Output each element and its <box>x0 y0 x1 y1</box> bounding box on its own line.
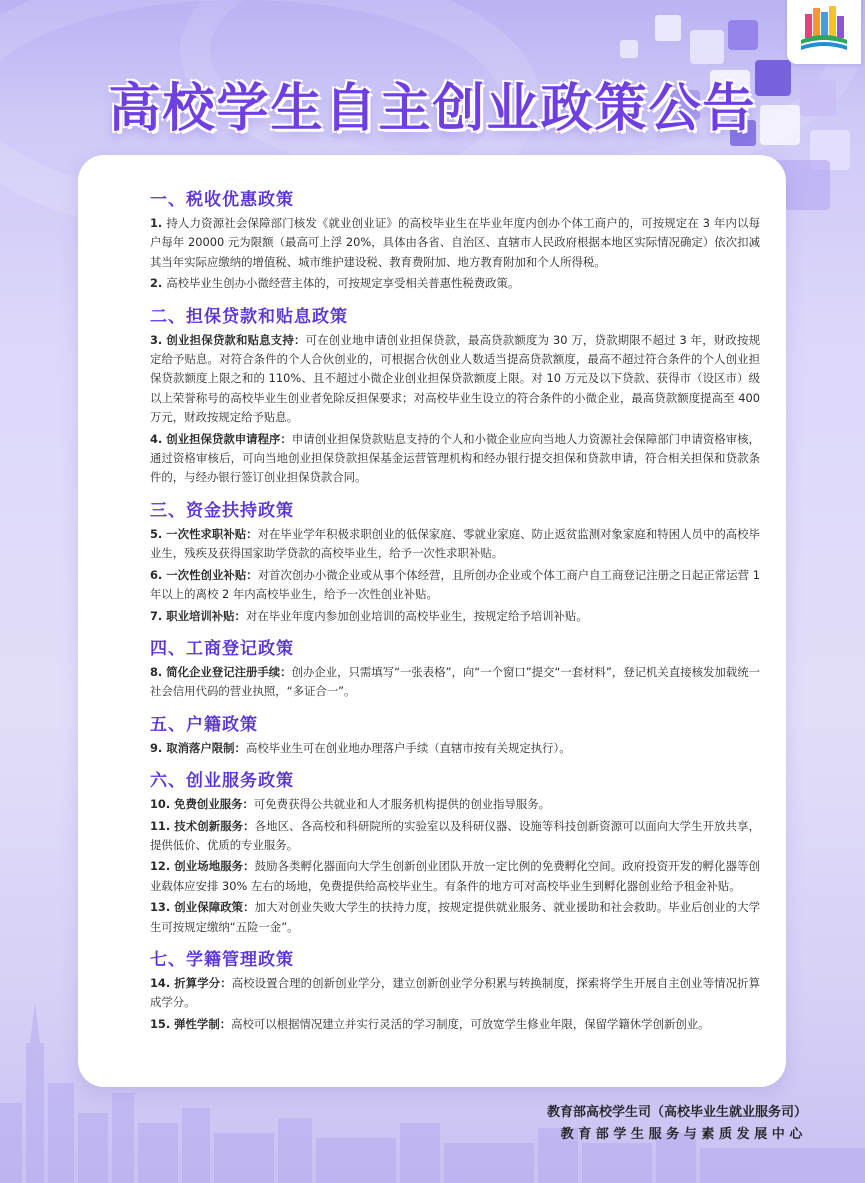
page-title: 高校学生自主创业政策公告 <box>108 79 757 139</box>
policy-item-text: 高校毕业生可在创业地办理落户手续（直辖市按有关规定执行）。 <box>245 740 571 755</box>
policy-item-head: 7. 职业培训补贴： <box>150 608 246 623</box>
policy-item-head: 8. 简化企业登记注册手续： <box>150 664 292 679</box>
policy-item-text: 持人力资源社会保障部门核发《就业创业证》的高校毕业生在毕业年度内创办个体工商户的，可按规定在 3 年内以每户每年 20000 元为限额（最高可上浮 20%，具体由各省、自治区、直辖市人民政府根据本地区实际情况确定）依次扣减其当年实际应缴纳的增值税、城市维护建设税、教育费附加、地方教育附加和个人所得税。 <box>150 216 760 269</box>
logo-box <box>787 0 861 64</box>
section-title: 七、学籍管理政策 <box>150 949 294 970</box>
policy-item-text: 对在毕业学年积极求职创业的低保家庭、零就业家庭、防止返贫监测对象家庭和特困人员中的高校毕业生，残疾及获得国家助学贷款的高校毕业生，给予一次性求职补贴。 <box>150 526 760 561</box>
policy-item-head: 4. 创业担保贷款申请程序： <box>150 431 292 446</box>
policy-item-text: 申请创业担保贷款贴息支持的个人和小微企业应向当地人力资源社会保障部门申请资格审核，通过资格审核后，可向当地创业担保贷款担保基金运营管理机构和经办银行提交担保和贷款申请，符合相关担保和贷款条件的，与经办银行签订创业担保贷款合同。 <box>150 431 760 485</box>
policy-item-head: 5. 一次性求职补贴： <box>150 526 258 541</box>
policy-item-head: 9. 取消落户限制： <box>150 740 246 755</box>
policy-item <box>150 214 760 272</box>
policy-item-text: 各地区、各高校和科研院所的实验室以及科研仪器、设施等科技创新资源可以面向大学生开放共享，提供低价、优质的专业服务。 <box>150 818 760 852</box>
policy-item-head: 10. 免费创业服务： <box>150 797 254 812</box>
section-title: 三、资金扶持政策 <box>150 500 294 521</box>
policy-item-text: 对首次创办小微企业或从事个体经营，且所创办企业或个体工商户自工商登记注册之日起正常运营 1 年以上的离校 2 年内高校毕业生，给予一次性创业补贴。 <box>150 567 760 602</box>
section-title: 四、工商登记政策 <box>150 638 294 659</box>
policy-item <box>150 739 760 758</box>
section-title: 六、创业服务政策 <box>150 771 294 792</box>
city-logo-icon <box>787 0 861 64</box>
city-skyline-decoration <box>0 983 865 1183</box>
policy-item-text: 高校设置合理的创新创业学分，建立创新创业学分积累与转换制度，探索将学生开展自主创业等情况折算成学分。 <box>150 975 760 1010</box>
policy-item-head: 1. <box>150 216 167 230</box>
notice-card <box>78 155 786 1087</box>
policy-item <box>150 274 760 293</box>
policy-item <box>150 607 760 626</box>
issuer-line: 教育部高校学生司（高校毕业生就业服务司） <box>546 1105 807 1120</box>
policy-item-head: 6. 一次性创业补贴： <box>150 567 258 582</box>
policy-item-text: 高校可以根据情况建立并实行灵活的学习制度，可放宽学生修业年限，保留学籍休学创新创业。 <box>231 1016 710 1031</box>
policy-item-text: 对在毕业年度内参加创业培训的高校毕业生，按规定给予培训补贴。 <box>245 608 588 623</box>
policy-item <box>150 430 760 488</box>
notice-content <box>150 177 760 1036</box>
policy-item-text: 鼓励各类孵化器面向大学生创新创业团队开放一定比例的免费孵化空间。政府投资开发的孵化器等创业载体应安排 30% 左右的场地，免费提供给高校毕业生。有条件的地方可对高校毕业生到孵化器创业给予租金补贴。 <box>150 859 760 893</box>
policy-item-head: 12. 创业场地服务： <box>150 859 255 874</box>
policy-item-text: 可免费获得公共就业和人才服务机构提供的创业指导服务。 <box>253 797 551 812</box>
policy-item-head: 14. 折算学分： <box>150 975 232 990</box>
section-title: 二、担保贷款和贴息政策 <box>150 306 348 327</box>
policy-item <box>150 525 760 564</box>
policy-item-text: 可在创业地申请创业担保贷款，最高贷款额度为 30 万，贷款期限不超过 3 年，财政按规定给予贴息。对符合条件的个人合伙创业的，可根据合伙创业人数适当提高贷款额度，最高不超过符合条件的个人创业担保贷款额度上限之和的 110%、且不超过小微企业创业担保贷款额度上限。对 10 万元及以下贷款、获得市（设区市）级以上荣誉称号的高校毕业生创业者免除反担保要求；对高校毕业生设立的符合条件的小微企业，最高贷款额度提高至 400 万元，财政按规定给予贴息。 <box>150 332 760 425</box>
section-title: 五、户籍政策 <box>150 714 258 735</box>
section-title: 一、税收优惠政策 <box>150 190 294 210</box>
policy-item <box>150 331 760 428</box>
policy-item-head: 11. 技术创新服务： <box>150 818 255 833</box>
issuer-line: 教育部学生服务与素质发展中心 <box>560 1127 807 1142</box>
policy-item-head: 3. 创业担保贷款和贴息支持： <box>150 332 306 347</box>
policy-item-head: 13. 创业保障政策： <box>150 900 255 915</box>
policy-item <box>150 857 760 896</box>
policy-item <box>150 663 760 702</box>
policy-item <box>150 566 760 605</box>
policy-item <box>150 817 760 856</box>
policy-item-head: 15. 弹性学制： <box>150 1016 232 1031</box>
policy-item <box>150 795 760 814</box>
policy-item-text: 加大对创业失败大学生的扶持力度，按规定提供就业服务、就业援助和社会救助。毕业后创业的大学生可按规定缴纳“五险一金”。 <box>150 900 760 934</box>
issuer-footer <box>547 1102 807 1146</box>
policy-item-text: 高校毕业生创办小微经营主体的，可按规定享受相关普惠性税费政策。 <box>166 276 520 291</box>
policy-item <box>150 898 760 937</box>
policy-item-text: 创办企业，只需填写“一张表格”，向“一个窗口”提交“一套材料”，登记机关直接核发加载统一社会信用代码的营业执照，“多证合一”。 <box>150 664 760 699</box>
policy-item-head: 2. <box>150 276 167 291</box>
